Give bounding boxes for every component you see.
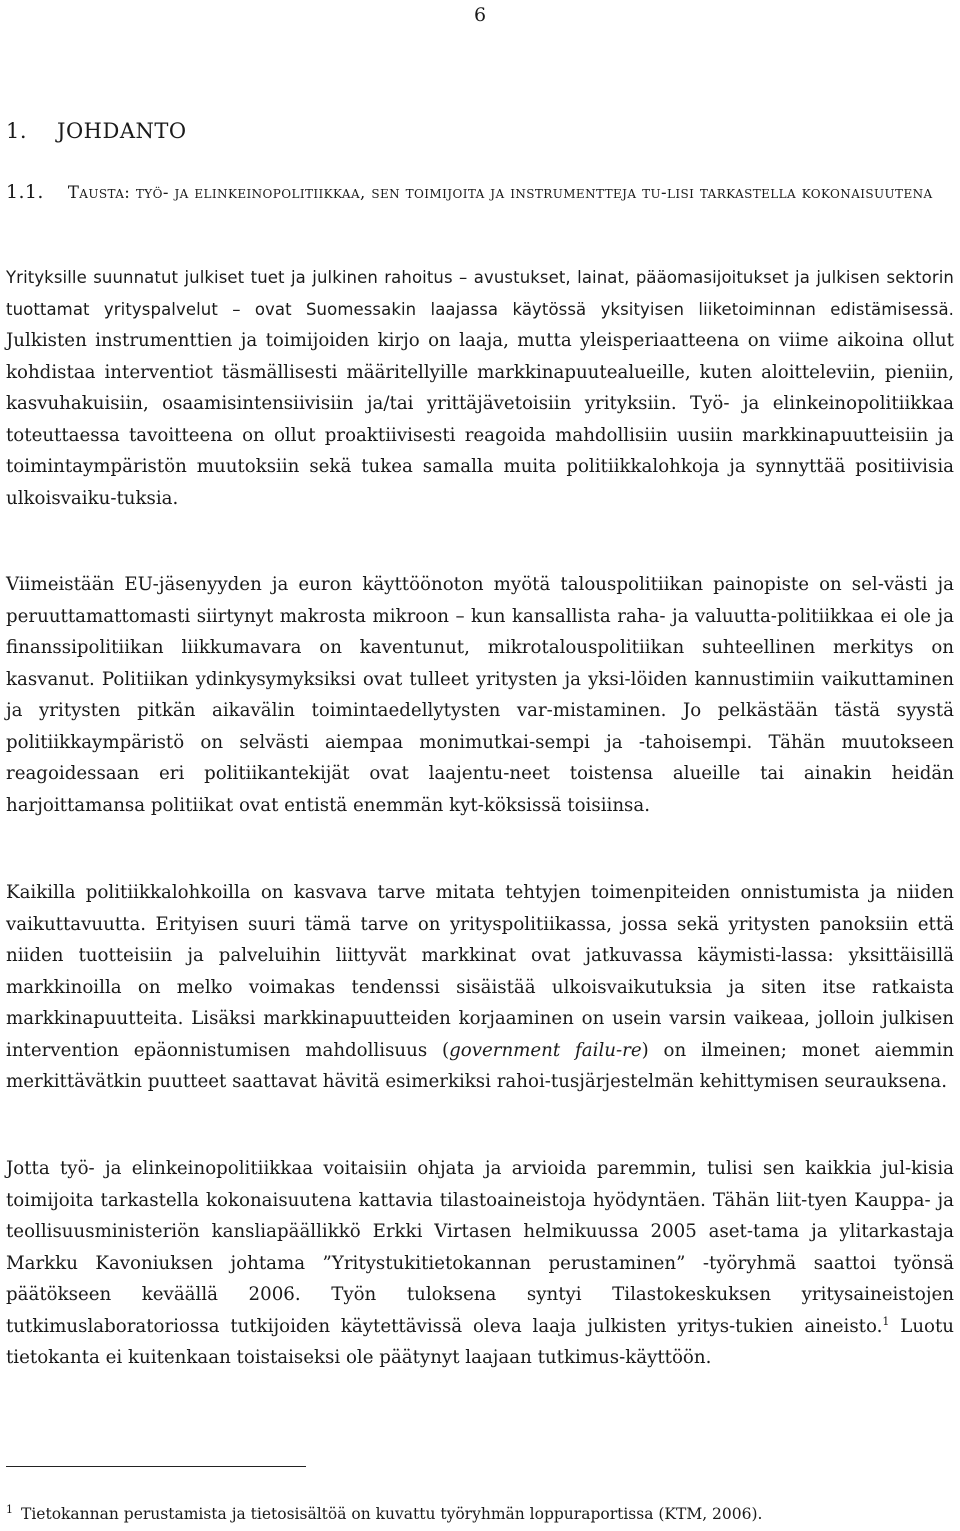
footnote (6, 1503, 954, 1523)
chapter-number: 1. (6, 119, 28, 143)
paragraph-3-text-b: ) on ilmeinen; monet aiemmin merkittävätkin puutteet saattavat hävitä esimerkiksi rahoi-tusjärjestelmän kehittymisen seurauksena. (6, 1039, 954, 1092)
paragraph-4 (6, 1153, 954, 1374)
paragraph-3-italic-term: government failu-re (449, 1039, 642, 1061)
paragraph-4-text-b: Luotu tietokanta ei kuitenkaan toistaiseksi ole päätynyt laajaan tutkimus-käyttöön. (6, 1315, 955, 1368)
paragraph-1 (6, 262, 954, 514)
footnote-separator (6, 1466, 306, 1467)
footnote-number: 1 (6, 1503, 13, 1516)
page-number: 6 (473, 4, 487, 26)
paragraph-1-intro: Yrityksille suunnatut julkiset tuet ja julkinen rahoitus – avustukset, lainat, pääomasijoitukset ja julkisen sektorin tuottamat yrityspalvelut – ovat Suomessakin laajassa käytössä yksityisen liiketoiminnan edistämisessä. (6, 268, 954, 319)
section-number: 1.1. (6, 181, 44, 203)
paragraph-2-text: Viimeistään EU-jäsenyyden ja euron käyttöönoton myötä talouspolitiikan painopiste on sel-västi ja peruuttamattomasti siirtynyt makrosta mikroon – kun kansallista raha- ja valuutta-politiikkaa ei ole ja finanssipolitiikan liikkumavara on kaventunut, mikrotalouspolitiikan suhteellinen merkitys on kasvanut. Politiikan ydinkysymyksiksi ovat tulleet yritysten ja yksi-löiden kannustimiin vaikuttaminen ja yritysten pitkän aikavälin toimintaedellytysten var-mistaminen. Jo pelkästään tästä syystä politiikkaympäristö on selvästi aiempaa monimutkai-sempi ja -tahoisempi. Tähän muutokseen reagoidessaan eri politiikantekijät ovat laajentu-neet toistensa alueille tai ainakin heidän harjoittamansa politiikat ovat entistä enemmän kyt-köksissä toisiinsa. (6, 574, 954, 816)
section-heading (6, 176, 951, 209)
paragraph-1-main: Julkisten instrumenttien ja toimijoiden kirjo on laaja, mutta yleisperiaatteena on viime aikoina ollut kohdistaa interventiot täsmällisesti määritellyille markkinapuutealueille, kuten aloitteleviin, pieniin, kasvuhakuisiin, osaamisintensiivisiin ja/tai yrittäjävetoisiin yrityksiin. Työ- ja elinkeinopolitiikkaa toteuttaessa tavoitteena on ollut proaktiivisesti reagoida mahdollisiin uusiin markkinapuutteisiin ja toimintaympäristön muutoksiin sekä tukea samalla muita politiikkalohkoja ja synnyttää positiivisia ulkoisvaiku-tuksia. (6, 330, 954, 509)
footnote-text: Tietokannan perustamista ja tietosisältöä on kuvattu työryhmän loppuraportissa (KTM, 2006). (21, 1505, 763, 1524)
paragraph-2 (6, 569, 954, 821)
paragraph-3-text-a: Kaikilla politiikkalohkoilla on kasvava tarve mitata tehtyjen toimenpiteiden onnistumista ja niiden vaikuttavuutta. Erityisen suuri tämä tarve on yrityspolitiikassa, jossa sekä yritysten panoksiin että niiden tuotteisiin ja palveluihin liittyvät markkinat ovat jatkuvassa käymisti-lassa: yksittäisillä markkinoilla on melko voimakas tendenssi sisäistää ulkoisvaikutuksia ja siten itse ratkaista markkinapuutteita. Lisäksi markkinapuutteiden korjaaminen on usein varsin vaikeaa, jolloin julkisen intervention epäonnistumisen mahdollisuus ( (6, 882, 954, 1061)
paragraph-4-text-a: Jotta työ- ja elinkeinopolitiikkaa voitaisiin ohjata ja arvioida paremmin, tulisi sen kaikkia jul-kisia toimijoita tarkastella kokonaisuutena kattavia tilastoaineistoja hyödyntäen. Tähän liit-tyen Kauppa- ja teollisuusministeriön kansliapäällikkö Erkki Virtasen helmikuussa 2005 aset-tama ja ylitarkastaja Markku Kavoniuksen johtama ”Yritystukitietokannan perustaminen” -työryhmä saattoi työnsä päätökseen keväällä 2006. Työn tuloksena syntyi Tilastokeskuksen yritysaineistojen tutkimuslaboratoriossa tutkijoiden käytettävissä oleva laaja julkisten yritys-tukien aineisto. (6, 1158, 954, 1337)
paragraph-3 (6, 877, 954, 1098)
chapter-title: JOHDANTO (57, 119, 187, 143)
chapter-heading (6, 119, 187, 143)
footnote-reference[interactable]: 1 (882, 1314, 890, 1328)
section-title: Tausta: työ- ja elinkeinopolitiikkaa, sen toimijoita ja instrumentteja tu-lisi tarkastella kokonaisuutena (67, 183, 933, 202)
